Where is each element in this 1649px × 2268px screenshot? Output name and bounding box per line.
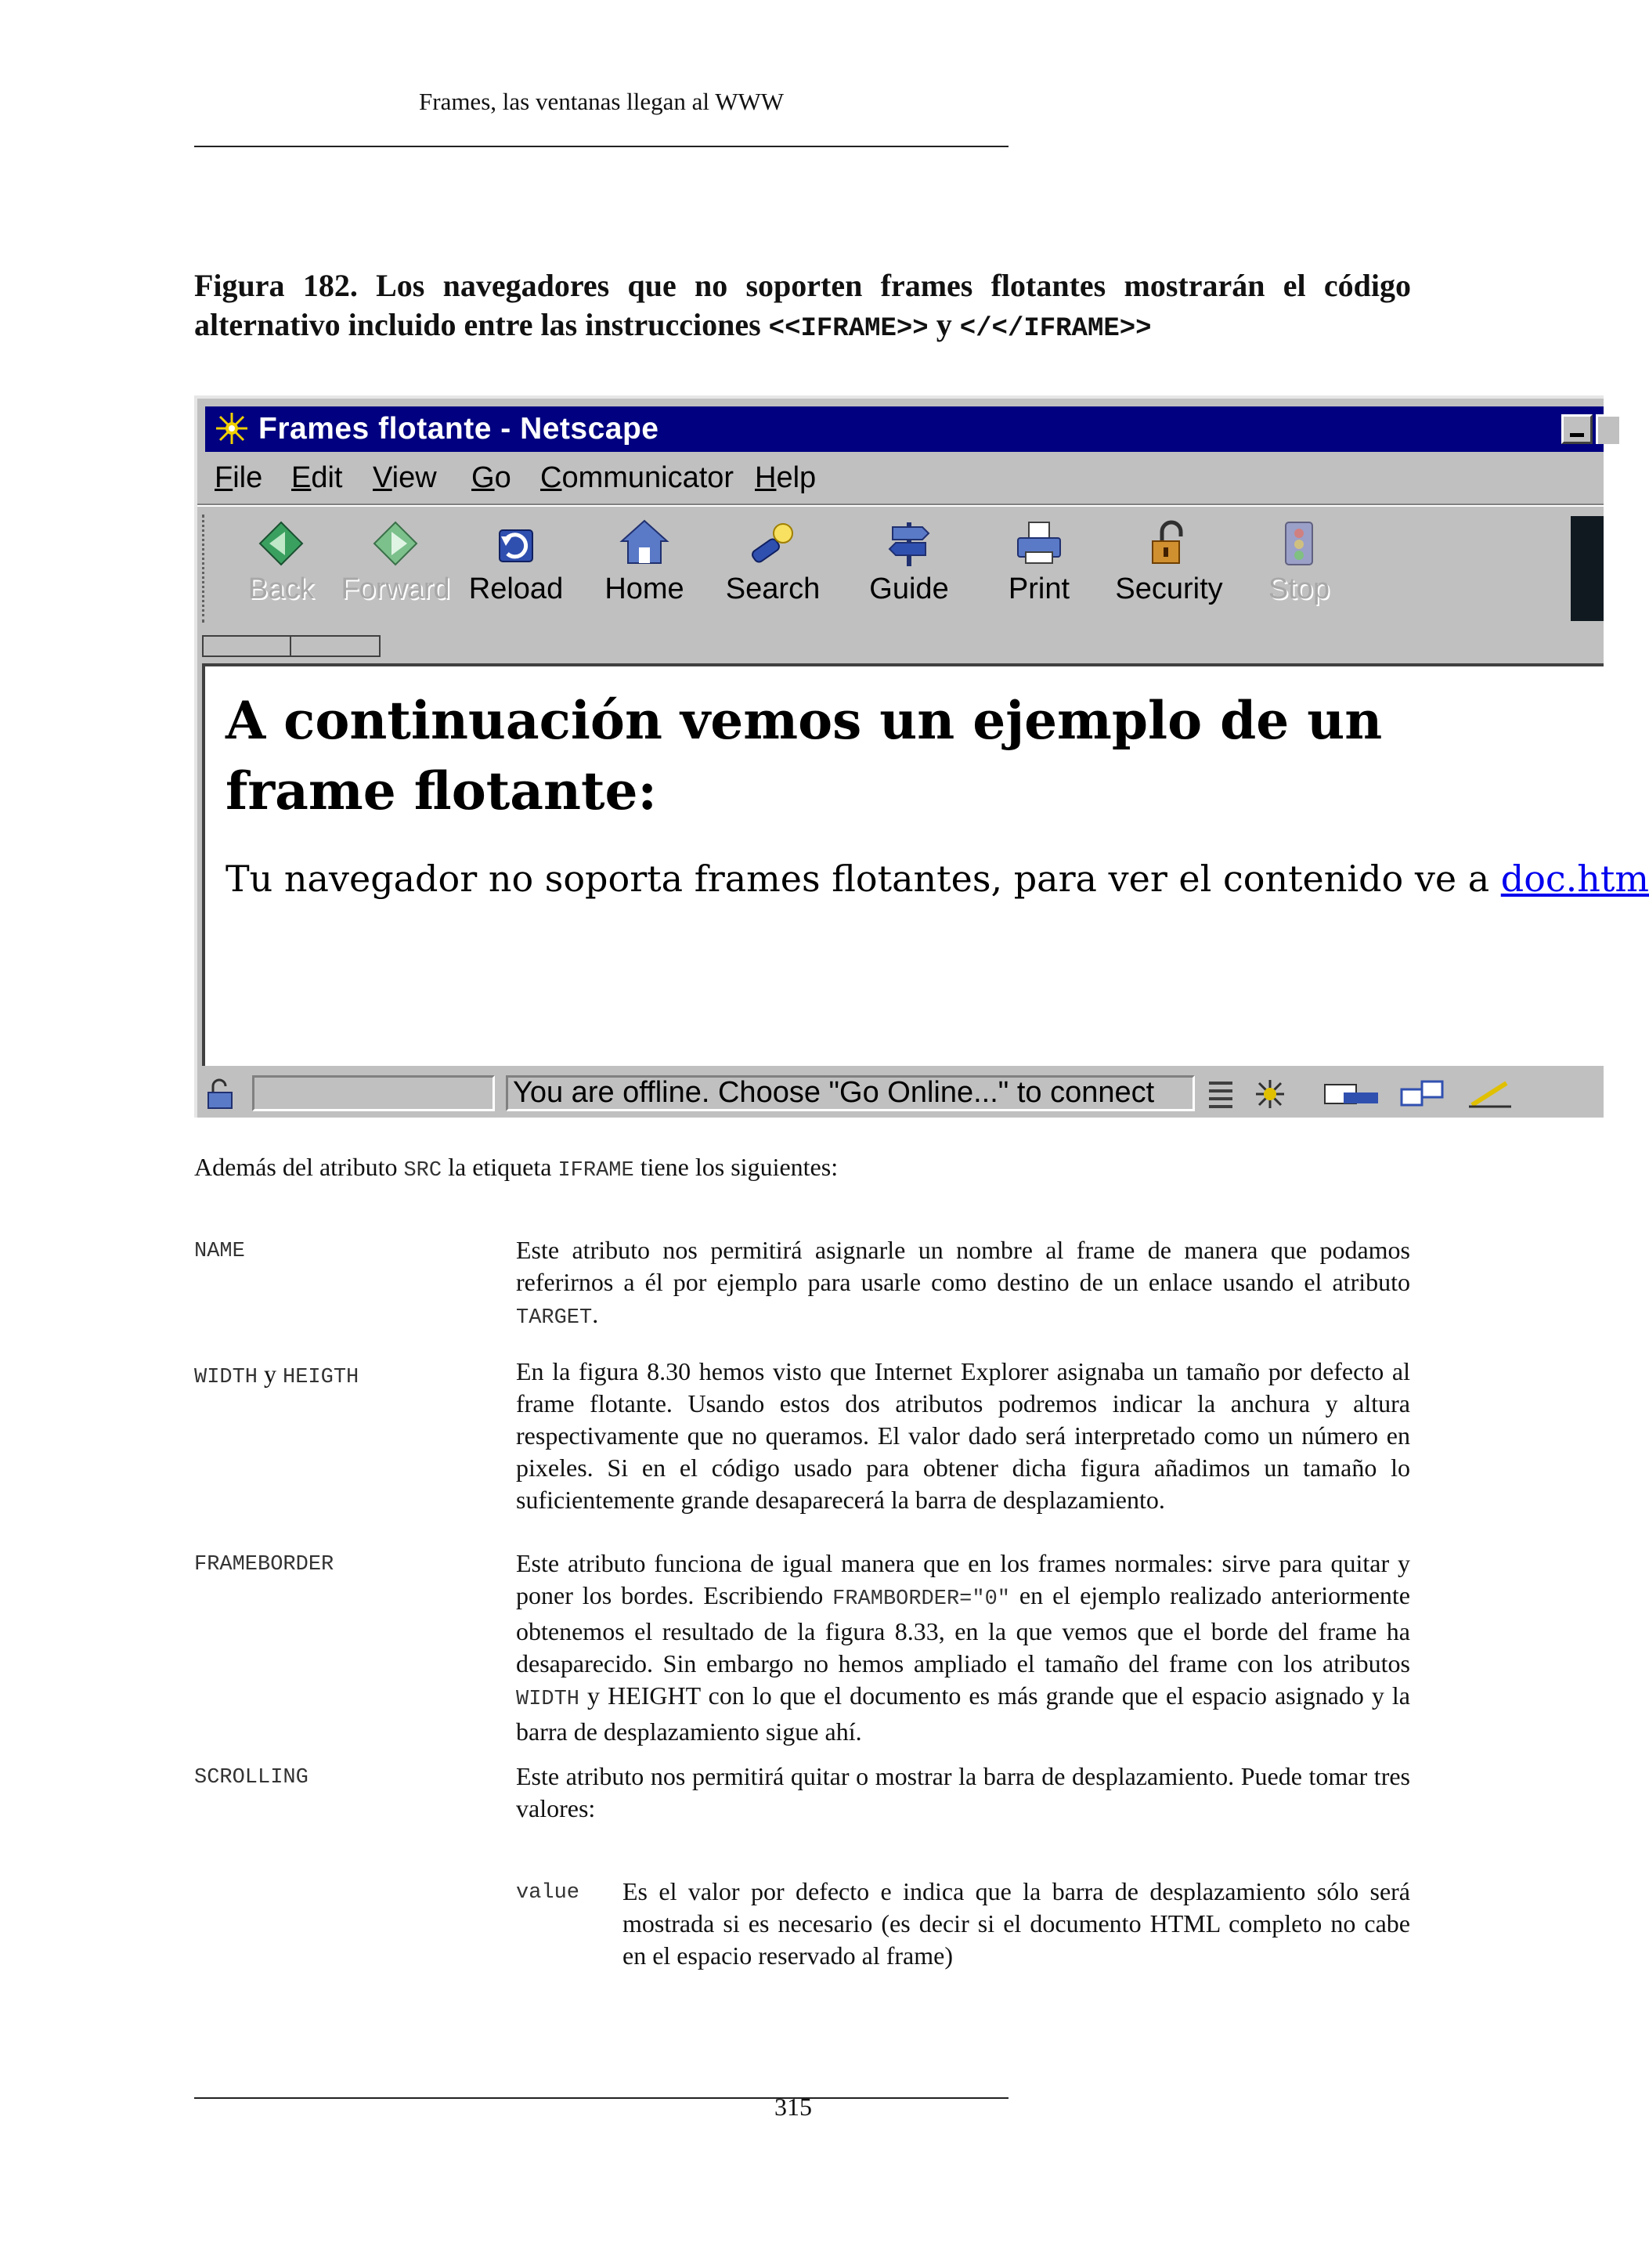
stop-button[interactable]: Stop [1240, 510, 1358, 619]
definition-frameborder-code: FRAMBORDER="0" [832, 1587, 1010, 1611]
collapsed-tab-1[interactable] [202, 635, 293, 657]
term-width-height: WIDTH y HEIGTH [194, 1360, 359, 1389]
caption-code-open: <<IFRAME>> [768, 314, 929, 344]
collapsed-tab-2[interactable] [290, 635, 381, 657]
stop-icon [1272, 516, 1326, 571]
term-name: NAME [194, 1240, 245, 1263]
intro-code-src: SRC [403, 1159, 442, 1183]
definition-name: Este atributo nos permitirá asignarle un nombre al frame de manera que podamos referirnos a él por ejemplo para usarle como destino de un enlace usando el atributo TARGET. [516, 1236, 1410, 1330]
guide-signpost-icon [882, 516, 936, 571]
menu-bar [197, 455, 1604, 504]
menu-go[interactable]: Go [471, 461, 511, 494]
guide-button[interactable]: Guide [850, 510, 968, 619]
caption-code-close: </</IFRAME>> [959, 314, 1152, 344]
throbber-logo [1571, 516, 1604, 621]
security-status-icon[interactable] [205, 1078, 240, 1110]
window-title: Frames flotante - Netscape [258, 412, 659, 446]
padlock-icon [1142, 516, 1196, 571]
status-text: You are offline. Choose "Go Online..." to connect [513, 1076, 1155, 1109]
back-arrow-icon [254, 516, 309, 571]
page-content-area [202, 663, 1649, 1066]
toolbar-separator [197, 504, 1604, 507]
page-number: 315 [774, 2093, 812, 2121]
definition-frameborder: Este atributo funciona de igual manera que en los frames normales: sirve para quitar y poner los bordes. Escribiendo FRAMBORDER="0" en el ejemplo realizado anteriormente obtenemos el resultado de la figura 8.33, en la que vemos que el borde del frame ha desaparecido. Sin embargo no hemos ampliado el tamaño del frame con los atributos WIDTH y HEIGHT con lo que el documento es más grande que el espacio asignado y la barra de desplazamiento sigue ahí. [516, 1549, 1411, 1746]
home-icon [617, 516, 672, 571]
menu-file[interactable]: File [215, 461, 263, 494]
definition-width-height: En la figura 8.30 hemos visto que Internet Explorer asignaba un tamaño por defecto al frame flotante. Usando estos dos atributos podremos indicar la anchura y altura respectivamente que no queramos. El valor dado será interpretado como un número en pixeles. Si en el código usado para obtener dicha figura añadimos un tamaño lo suficientemente grande desaparecerá la barra de desplazamiento. [516, 1357, 1410, 1514]
forward-arrow-icon [368, 516, 423, 571]
intro-sentence: Además del atributo SRC la etiqueta IFRAME tiene los siguientes: [194, 1153, 839, 1183]
netscape-logo-icon [215, 411, 249, 446]
minimize-button[interactable] [1561, 414, 1593, 444]
menu-view[interactable]: View [373, 461, 437, 494]
toolbar-grip[interactable] [202, 515, 220, 623]
intro-code-iframe: IFRAME [557, 1159, 634, 1183]
mail-icon[interactable] [1320, 1078, 1383, 1110]
component-bar-grip-icon[interactable] [1207, 1078, 1236, 1110]
search-button[interactable]: Search [714, 510, 832, 619]
menu-help[interactable]: Help [755, 461, 817, 494]
content-heading: A continuación vemos un ejemplo de un frame flotante: [226, 690, 1383, 822]
title-bar[interactable] [205, 406, 1604, 452]
maximize-button[interactable] [1596, 414, 1619, 444]
figure-caption [194, 266, 1411, 349]
printer-icon [1012, 516, 1066, 571]
term-scrolling: SCROLLING [194, 1766, 309, 1789]
discussion-groups-icon[interactable] [1398, 1078, 1449, 1110]
menu-communicator[interactable]: Communicator [540, 461, 734, 494]
status-bar [197, 1071, 1604, 1116]
progress-field [252, 1075, 495, 1111]
menu-edit[interactable]: Edit [291, 461, 343, 494]
definition-width-code: WIDTH [516, 1688, 580, 1711]
caption-conjunction: y [928, 307, 960, 342]
header-rule [194, 146, 1009, 147]
security-button[interactable]: Security [1110, 510, 1228, 619]
composer-icon[interactable] [1466, 1078, 1521, 1110]
definition-value: Es el valor por defecto e indica que la barra de desplazamiento sólo será mostrada si es necesario (es decir si el documento HTML completo no cabe en el espacio reservado al frame) [622, 1877, 1410, 1970]
doc-link[interactable]: doc.htm [1500, 858, 1649, 900]
running-header: Frames, las ventanas llegan al WWW [419, 88, 784, 115]
collapsed-toolbar-tabs [197, 632, 1604, 659]
forward-button[interactable]: Forward [337, 510, 454, 619]
caption-text: Figura 182. Los navegadores que no soporten frames flotantes mostrarán el código alternativo incluido entre las instrucciones [194, 268, 1411, 342]
back-button[interactable]: Back [222, 510, 340, 619]
term-value: value [516, 1881, 580, 1905]
reload-button[interactable]: Reload [457, 510, 575, 619]
definition-name-code: TARGET [516, 1306, 593, 1330]
search-flashlight-icon [745, 516, 800, 571]
browser-window [194, 395, 1649, 1118]
print-button[interactable]: Print [980, 510, 1098, 619]
content-paragraph: Tu navegador no soporta frames flotantes, para ver el contenido ve a doc.htm [226, 858, 1649, 900]
reload-icon [489, 516, 543, 571]
term-frameborder: FRAMEBORDER [194, 1553, 334, 1576]
navigator-icon[interactable] [1251, 1078, 1298, 1110]
home-button[interactable]: Home [586, 510, 703, 619]
definition-scrolling: Este atributo nos permitirá quitar o mostrar la barra de desplazamiento. Puede tomar tres valores: [516, 1762, 1410, 1822]
navigation-toolbar [197, 510, 1604, 627]
status-field [506, 1075, 1195, 1111]
